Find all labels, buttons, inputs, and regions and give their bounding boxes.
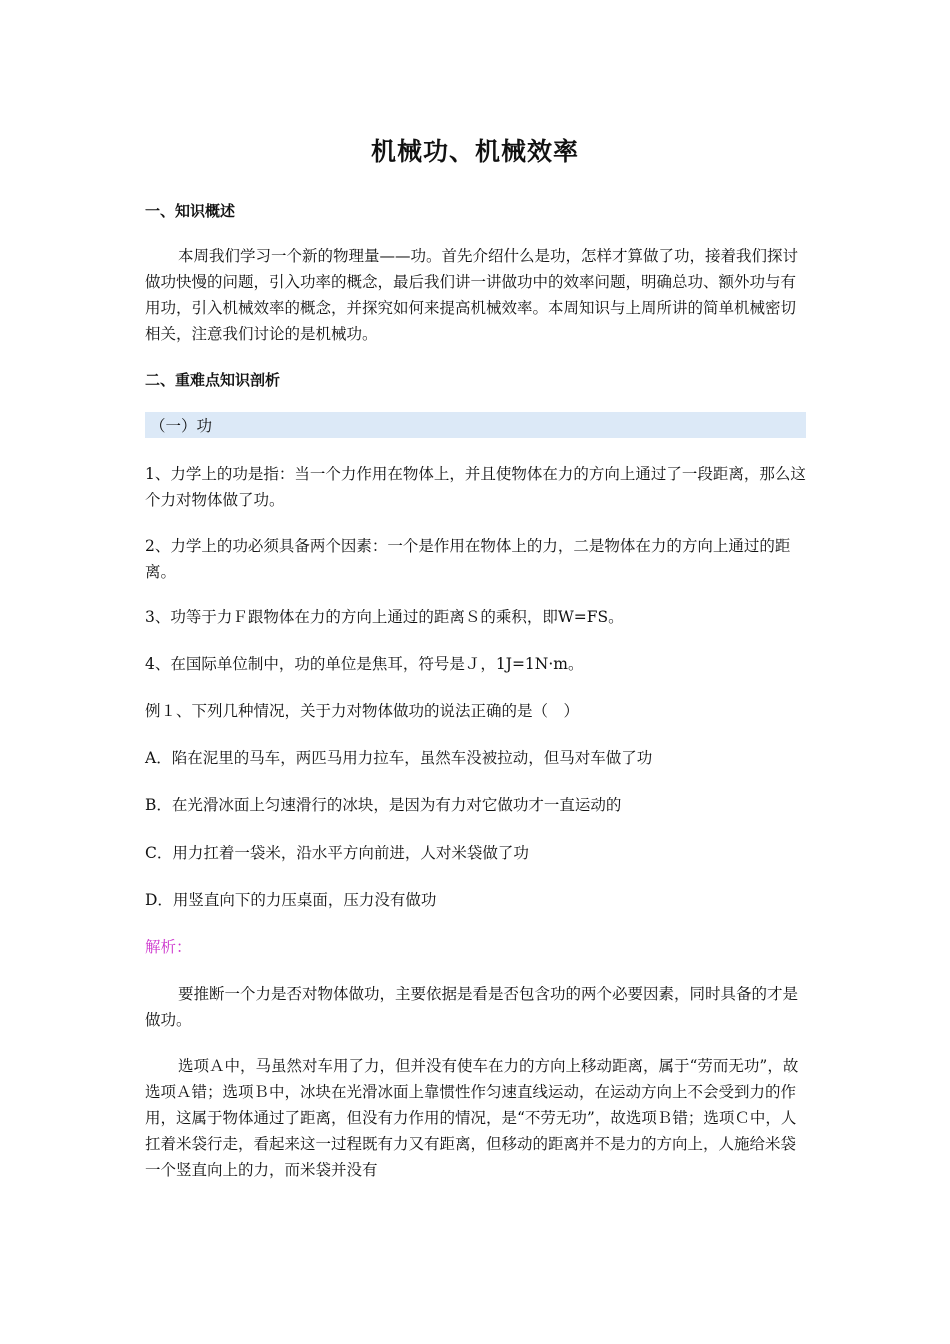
- analysis-paragraph-1: 要推断一个力是否对物体做功，主要依据是看是否包含功的两个必要因素，同时具备的才是做功。: [145, 985, 799, 1029]
- option-b: B．在光滑冰面上匀速滑行的冰块，是因为有力对它做功才一直运动的: [145, 796, 622, 814]
- point-3: 3、功等于力Ｆ跟物体在力的方向上通过的距离Ｓ的乘积，即W=FS。: [145, 608, 624, 626]
- option-d: D．用竖直向下的力压桌面，压力没有做功: [145, 891, 437, 909]
- analysis-label: 解析：: [145, 938, 192, 956]
- section-heading-overview: 一、知识概述: [145, 202, 236, 220]
- subsection-label: （一）功: [150, 417, 213, 435]
- option-c: C．用力扛着一袋米，沿水平方向前进，人对米袋做了功: [145, 844, 529, 862]
- option-a: A．陷在泥里的马车，两匹马用力拉车，虽然车没被拉动，但马对车做了功: [145, 749, 653, 767]
- point-1: 1、力学上的功是指：当一个力作用在物体上，并且使物体在力的方向上通过了一段距离，那么这个力对物体做了功。: [145, 465, 806, 509]
- analysis-paragraph-2: 选项Ａ中，马虽然对车用了力，但并没有使车在力的方向上移动距离，属于“劳而无功”，故选项Ａ错；选项Ｂ中，冰块在光滑冰面上靠惯性作匀速直线运动，在运动方向上不会受到力的作用，这属于物体通过了距离，但没有力作用的情况，是“不劳无功”，故选项Ｂ错；选项Ｃ中，人扛着米袋行走，看起来这一过程既有力又有距离，但移动的距离并不是力的方向上，人施给米袋一个竖直向上的力，而米袋并没有: [145, 1057, 799, 1179]
- point-2: 2、力学上的功必须具备两个因素：一个是作用在物体上的力，二是物体在力的方向上通过的距离。: [145, 537, 791, 581]
- subsection-band: [145, 412, 806, 438]
- example-question: 例１、下列几种情况，关于力对物体做功的说法正确的是（ ）: [145, 702, 580, 720]
- overview-paragraph: 本周我们学习一个新的物理量——功。首先介绍什么是功，怎样才算做了功，接着我们探讨做功快慢的问题，引入功率的概念，最后我们讲一讲做功中的效率问题，明确总功、额外功与有用功，引入机械效率的概念，并探究如何来提高机械效率。本周知识与上周所讲的简单机械密切相关，注意我们讨论的是机械功。: [145, 247, 799, 343]
- section-heading-key-points: 二、重难点知识剖析: [145, 371, 281, 389]
- point-4: 4、在国际单位制中，功的单位是焦耳，符号是Ｊ，1J=1N·m。: [145, 655, 584, 673]
- page-title: 机械功、机械效率: [370, 137, 579, 166]
